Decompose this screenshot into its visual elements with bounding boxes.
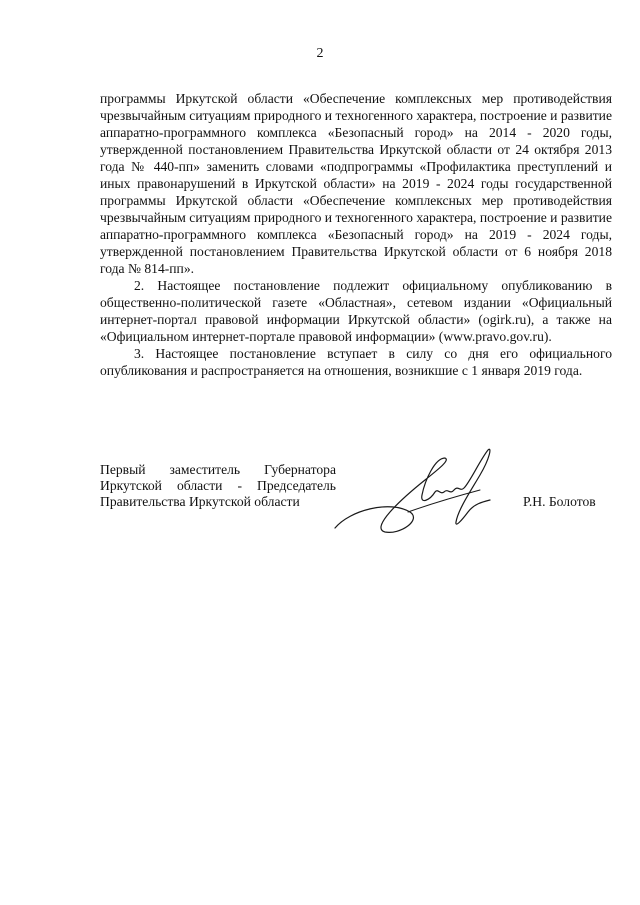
signatory-position-line: Правительства Иркутской области	[100, 494, 300, 509]
signatory-position-line: Иркутской области - Председатель	[100, 478, 336, 493]
document-body	[100, 90, 612, 379]
page-number: 2	[316, 46, 324, 61]
handwritten-signature	[330, 440, 500, 540]
signatory-position-line: Первый заместитель Губернатора	[100, 462, 336, 477]
paragraph-effective-date: 3. Настоящее постановление вступает в силу со дня его официального опубликования и распространяется на отношения, возникшие с 1 января 2019 года.	[100, 346, 612, 378]
signatory-name: Р.Н. Болотов	[523, 494, 596, 509]
paragraph-continuation: программы Иркутской области «Обеспечение комплексных мер противодействия чрезвычайным ситуациям природного и техногенного характера, построение и развитие аппаратно-программного комплекса «Безопасный город» на 2014 - 2020 годы, утвержденной постановлением Правительства Иркутской области от 24 октября 2013 года № 440-пп» заменить словами «подпрограммы «Профилактика преступлений и иных правонарушений в Иркутской области» на 2019 - 2024 годы государственной программы Иркутской области «Обеспечение комплексных мер противодействия чрезвычайным ситуациям природного и техногенного характера, построение и развитие аппаратно-программного комплекса «Безопасный город» на 2019 - 2024 годы, утвержденной постановлением Правительства Иркутской области от 6 ноября 2018 года № 814-пп».	[100, 91, 612, 276]
paragraph-publication: 2. Настоящее постановление подлежит официальному опубликованию в общественно-политической газете «Областная», сетевом издании «Официальный интернет-портал правовой информации Иркутской области» (ogirk.ru), а также на «Официальном интернет-портале правовой информации» (www.pravo.gov.ru).	[100, 278, 612, 344]
signatory-position	[100, 462, 336, 510]
